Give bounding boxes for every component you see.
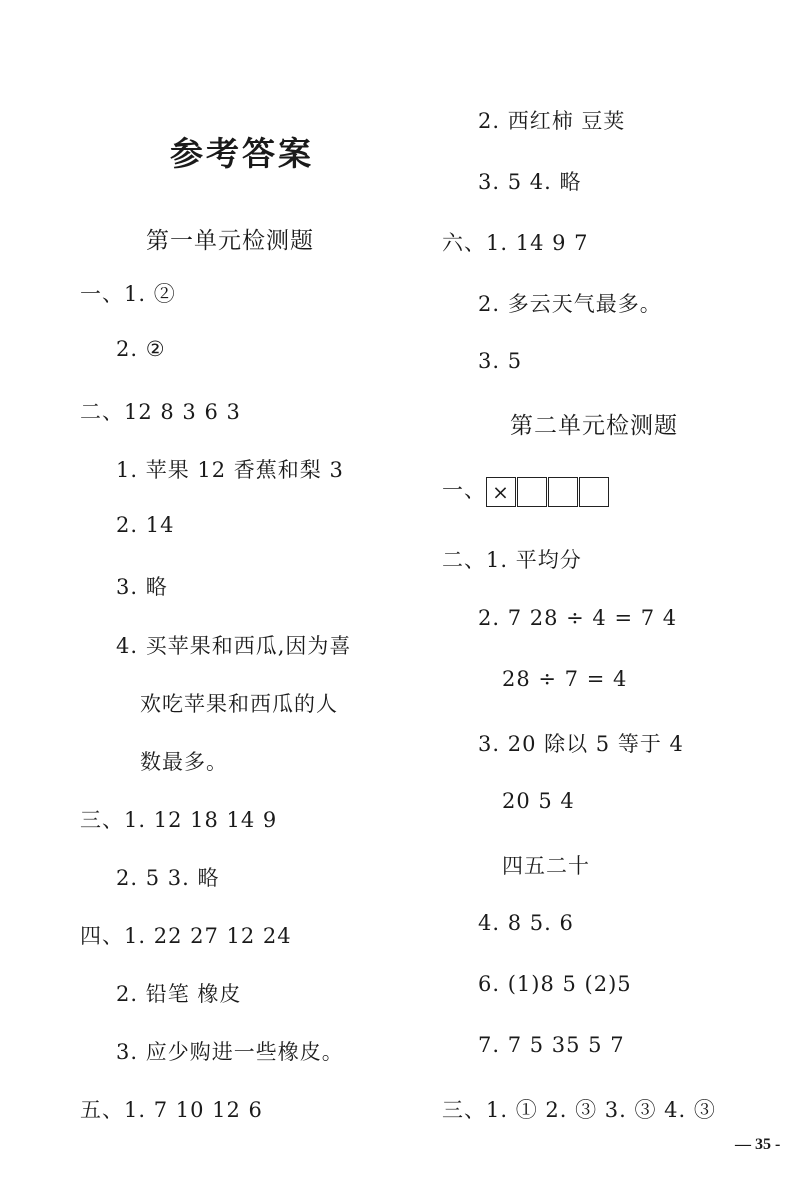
- answer-line: 数最多。: [140, 750, 228, 774]
- section-title-unit-1: 第一单元检测题: [146, 228, 314, 254]
- answer-line: 3. 5: [478, 349, 523, 373]
- answer-line: 6. (1)8 5 (2)5: [478, 972, 632, 996]
- answer-line: 六、1. 14 9 7: [442, 231, 589, 255]
- answer-line: 二、12 8 3 6 3: [80, 400, 241, 424]
- answer-box: [517, 477, 547, 507]
- answer-line: 2. 14: [116, 513, 175, 537]
- answer-prefix: 一、: [442, 478, 486, 502]
- page-number: — 35 -: [735, 1136, 781, 1153]
- answer-line: 三、1. 12 18 14 9: [80, 808, 278, 832]
- answer-line: 4. 买苹果和西瓜,因为喜: [116, 634, 352, 658]
- answer-line: 2. 西红柿 豆荚: [478, 109, 626, 133]
- section-title-unit-2: 第二单元检测题: [510, 413, 678, 439]
- answer-line: 欢吃苹果和西瓜的人: [140, 692, 338, 716]
- answer-line: 五、1. 7 10 12 6: [80, 1098, 263, 1122]
- answer-line: 二、1. 平均分: [442, 548, 582, 572]
- answer-line: 2. 5 3. 略: [116, 866, 220, 890]
- answer-line: 4. 8 5. 6: [478, 911, 574, 935]
- answer-box: [548, 477, 578, 507]
- answer-box: [579, 477, 609, 507]
- answer-line: 一、1. ②: [80, 282, 176, 306]
- answer-line: 1. 苹果 12 香蕉和梨 3: [116, 458, 344, 482]
- answer-line: 2. ②: [116, 337, 166, 361]
- answer-line: 2. 7 28 ÷ 4 = 7 4: [478, 606, 678, 630]
- answer-line: 3. 5 4. 略: [478, 170, 582, 194]
- answer-line: 3. 应少购进一些橡皮。: [116, 1040, 344, 1064]
- answer-line: 2. 铅笔 橡皮: [116, 982, 242, 1006]
- answer-line: 3. 20 除以 5 等于 4: [478, 732, 684, 756]
- answer-boxes-row: [442, 474, 609, 507]
- answer-line: 三、1. ① 2. ③ 3. ③ 4. ③: [442, 1098, 716, 1122]
- answer-line: 四、1. 22 27 12 24: [80, 924, 292, 948]
- answer-line: 3. 略: [116, 575, 168, 599]
- answer-line: 四五二十: [502, 854, 590, 878]
- answer-line: 20 5 4: [502, 789, 575, 813]
- answer-box-group: [486, 477, 609, 507]
- answer-line: 7. 7 5 35 5 7: [478, 1033, 625, 1057]
- answer-box: ×: [486, 477, 516, 507]
- answer-line: 2. 多云天气最多。: [478, 292, 662, 316]
- page-title: 参考答案: [170, 134, 314, 173]
- answer-line: 28 ÷ 7 = 4: [502, 667, 628, 691]
